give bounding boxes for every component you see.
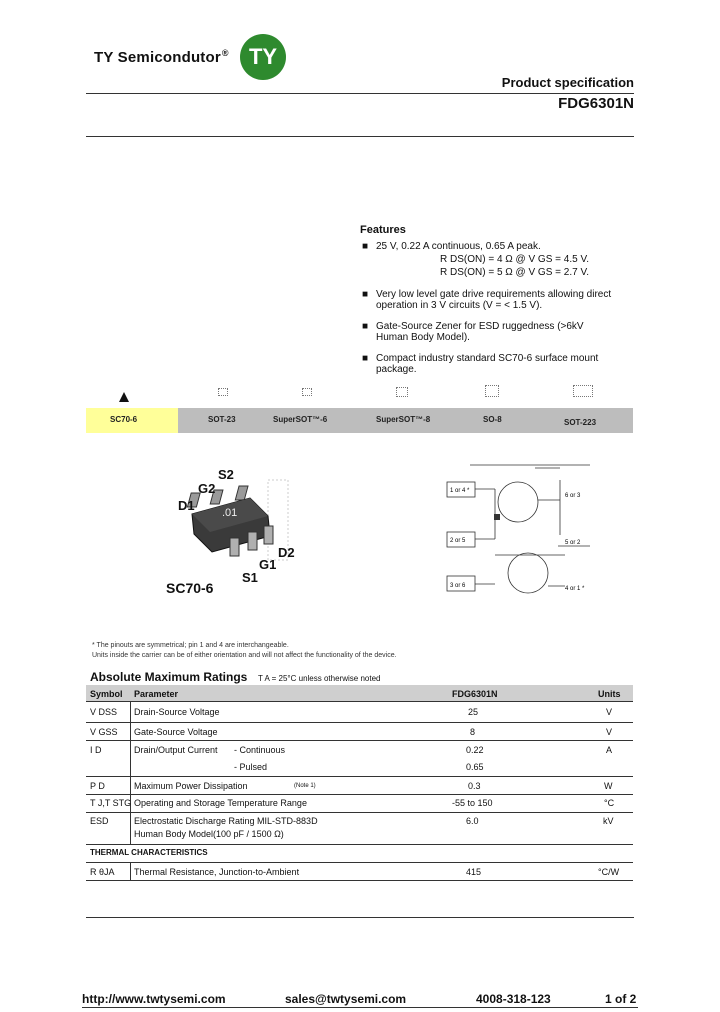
header-rule: [86, 93, 634, 94]
schematic-label: 6 or 3: [565, 493, 581, 499]
package-icon: [302, 388, 312, 396]
ratings-title: Absolute Maximum Ratings: [90, 670, 248, 684]
header-parameter: Parameter: [134, 689, 179, 699]
doc-type: Product specification: [501, 75, 634, 90]
row-value: 0.22: [466, 745, 484, 755]
schematic-label: 4 or 1 *: [565, 586, 585, 592]
package-sc70-6: SC70-6: [110, 415, 138, 424]
row-value: 6.0: [466, 816, 479, 826]
package-icon: [218, 388, 228, 396]
package-icon: [573, 385, 593, 397]
row-value: 415: [466, 867, 482, 877]
table-rule: [86, 880, 633, 881]
package-icon: [396, 387, 408, 397]
row-note: (Note 1): [294, 783, 316, 789]
row-symbol: ESD: [90, 816, 109, 826]
package-sot-223: SOT-223: [564, 418, 597, 427]
features-title: Features: [360, 224, 406, 236]
header-value: FDG6301N: [452, 689, 498, 699]
rds-line: R DS(ON) = 4 Ω @ V GS = 4.5 V.: [440, 254, 589, 265]
row-value: 0.3: [468, 781, 481, 791]
package-sot-23: SOT-23: [208, 415, 236, 424]
ty-logo: TY: [240, 34, 286, 80]
pin-label-g1: G1: [259, 557, 277, 572]
brand-text: TY Semicondutor: [94, 49, 221, 66]
row-units: V: [606, 707, 613, 717]
row-value: 8: [470, 727, 476, 737]
table-rule: [86, 722, 633, 723]
feature-item: ■ Gate-Source Zener for ESD ruggedness (>6kV Human Body Model).: [362, 321, 584, 343]
brand-name: [94, 48, 229, 66]
footer-page: 1 of 2: [605, 992, 637, 1006]
schematic-label: 1 or 4 *: [450, 488, 470, 494]
bullet-icon: ■: [362, 321, 369, 332]
section-rule: [86, 917, 634, 918]
header-units: Units: [598, 689, 621, 699]
package-icon: [485, 385, 499, 397]
pin-label-d2: D2: [278, 545, 295, 560]
footer-phone: 4008-318-123: [476, 992, 551, 1006]
row-value: 0.65: [466, 762, 484, 772]
row-parameter: Electrostatic Discharge Rating MIL-STD-883D: [134, 816, 318, 826]
pin-label-s1: S1: [242, 570, 258, 585]
bullet-icon: ■: [362, 289, 369, 300]
package-supersot-8: SuperSOT™-8: [376, 415, 431, 424]
feature-item: ■ Compact industry standard SC70-6 surface mount package.: [362, 353, 599, 375]
feature-item: ■ 25 V, 0.22 A continuous, 0.65 A peak.: [362, 241, 541, 252]
row-parameter: Maximum Power Dissipation: [134, 781, 248, 791]
package-so-8: SO-8: [483, 415, 502, 424]
schematic-label: 3 or 6: [450, 583, 466, 589]
bullet-icon: ■: [362, 241, 369, 252]
table-rule: [86, 812, 633, 813]
row-units: kV: [603, 816, 614, 826]
row-parameter: Thermal Resistance, Junction-to-Ambient: [134, 867, 300, 877]
footer-email[interactable]: sales@twtysemi.com: [285, 992, 407, 1006]
table-rule: [130, 701, 131, 844]
row-symbol: V GSS: [90, 727, 118, 737]
row-symbol: I D: [90, 745, 102, 755]
ratings-condition: T A = 25°C unless otherwise noted: [258, 674, 381, 683]
row-symbol: T J,T STG: [90, 798, 132, 808]
row-units: W: [604, 781, 613, 791]
table-rule: [86, 844, 633, 845]
row-value: -55 to 150: [452, 798, 493, 808]
chip-icon: [119, 392, 129, 402]
feature-item: ■ Very low level gate drive requirements allowing direct operation in 3 V circuits (V = < 1.5 V).: [362, 289, 612, 311]
row-sub: - Pulsed: [234, 762, 268, 772]
row-units: °C/W: [598, 867, 620, 877]
header-symbol: Symbol: [90, 689, 123, 699]
row-parameter: Drain-Source Voltage: [134, 707, 220, 717]
table-rule: [86, 776, 633, 777]
table-rule: [86, 794, 633, 795]
row-parameter: Gate-Source Voltage: [134, 727, 218, 737]
rds-line: R DS(ON) = 5 Ω @ V GS = 2.7 V.: [440, 267, 589, 278]
section-rule: [86, 136, 634, 137]
package-supersot-6: SuperSOT™-6: [273, 415, 328, 424]
footer-rule: [82, 1007, 638, 1008]
table-rule: [130, 862, 131, 880]
package-marking: .01: [222, 507, 238, 519]
table-rule: [86, 862, 633, 863]
note-pinout: * The pinouts are symmetrical; pin 1 and 4 are interchangeable.: [92, 642, 289, 649]
row-sub: - Continuous: [234, 745, 286, 755]
registered-mark: ®: [221, 48, 229, 58]
row-units: A: [606, 745, 613, 755]
row-parameter: Drain/Output Current: [134, 745, 218, 755]
bullet-icon: ■: [362, 353, 369, 364]
pin-label-g2: G2: [198, 481, 216, 496]
row-symbol: V DSS: [90, 707, 118, 717]
row-sub: Human Body Model(100 pF / 1500 Ω): [134, 829, 284, 839]
package-name: SC70-6: [166, 580, 214, 596]
sc70-package-drawing: [160, 460, 310, 600]
row-parameter: Operating and Storage Temperature Range: [134, 798, 307, 808]
schematic-label: 2 or 5: [450, 538, 466, 544]
thermal-title: THERMAL CHARACTERISTICS: [90, 848, 208, 857]
part-number: FDG6301N: [558, 95, 634, 112]
table-rule: [86, 740, 633, 741]
pin-label-s2: S2: [218, 467, 234, 482]
row-units: °C: [604, 798, 615, 808]
note-orientation: Units inside the carrier can be of either orientation and will not affect the functionality of the device.: [92, 652, 397, 659]
row-value: 25: [468, 707, 479, 717]
table-rule: [86, 701, 633, 702]
schematic-label: 5 or 2: [565, 540, 581, 546]
row-units: V: [606, 727, 613, 737]
footer-url[interactable]: http://www.twtysemi.com: [82, 992, 226, 1006]
pin-label-d1: D1: [178, 498, 195, 513]
row-symbol: P D: [90, 781, 105, 791]
row-symbol: R θJA: [90, 867, 115, 877]
mosfet-schematic: [440, 460, 600, 605]
